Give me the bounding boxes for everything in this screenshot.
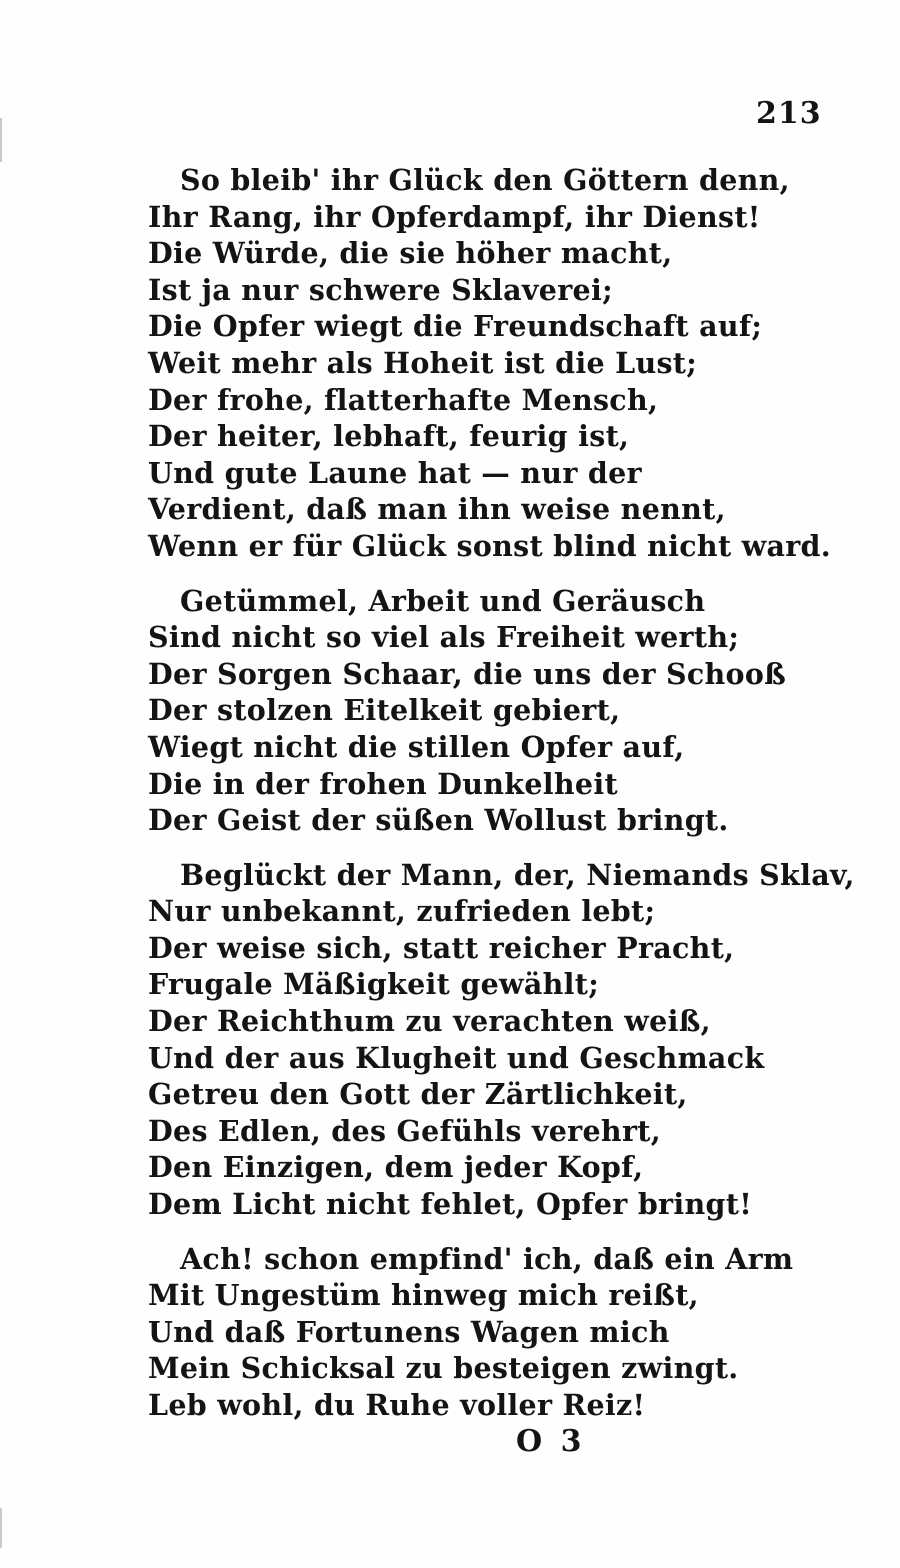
- page-edge-mark: [0, 118, 2, 162]
- poem-line: Leb wohl, du Ruhe voller Reiz!: [148, 1388, 646, 1422]
- poem-line: So bleib' ihr Glück den Göttern denn,: [180, 163, 790, 197]
- stanza: [148, 1241, 794, 1424]
- poem-line: Die in der frohen Dunkelheit: [148, 766, 618, 801]
- poem-line: Den Einzigen, dem jeder Kopf,: [148, 1150, 644, 1185]
- poem-line: Mein Schicksal zu besteigen zwingt.: [148, 1351, 739, 1386]
- poem-line: Ist ja nur schwere Sklaverei;: [148, 272, 613, 307]
- stanza: [148, 583, 788, 839]
- poem-line: Dem Licht nicht fehlet, Opfer bringt!: [148, 1187, 753, 1222]
- poem-text: [148, 162, 855, 1442]
- poem-line: Getreu den Gott der Zärtlichkeit,: [148, 1077, 688, 1112]
- poem-line: Wenn er für Glück sonst blind nicht ward.: [148, 528, 832, 563]
- page-number: 213: [756, 96, 822, 131]
- poem-line: Des Edlen, des Gefühls verehrt,: [148, 1113, 661, 1148]
- poem-line: Der Reichthum zu verachten weiß,: [148, 1004, 711, 1039]
- poem-line: Die Würde, die sie höher macht,: [148, 236, 673, 271]
- poem-line: Der stolzen Eitelkeit gebiert,: [148, 693, 621, 728]
- poem-line: Mit Ungestüm hinweg mich reißt,: [148, 1278, 699, 1313]
- poem-line: Sind nicht so viel als Freiheit werth;: [148, 620, 740, 655]
- stanza: [148, 857, 855, 1223]
- poem-line: Beglückt der Mann, der, Niemands Sklav,: [180, 857, 855, 892]
- poem-line: Die Opfer wiegt die Freundschaft auf;: [148, 309, 763, 344]
- poem-line: Der heiter, lebhaft, feurig ist,: [148, 419, 630, 454]
- poem-line: Getümmel, Arbeit und Geräusch: [180, 583, 706, 618]
- poem-line: Ihr Rang, ihr Opferdampf, ihr Dienst!: [148, 199, 761, 234]
- signature-mark: O 3: [516, 1424, 586, 1459]
- poem-line: Wiegt nicht die stillen Opfer auf,: [148, 729, 685, 764]
- poem-line: Der weise sich, statt reicher Pracht,: [148, 930, 735, 965]
- poem-line: Frugale Mäßigkeit gewählt;: [148, 967, 600, 1002]
- stanza: [148, 162, 832, 565]
- poem-line: Weit mehr als Hoheit ist die Lust;: [148, 345, 698, 380]
- poem-line: Und daß Fortunens Wagen mich: [148, 1314, 670, 1349]
- poem-line: Der Sorgen Schaar, die uns der Schooß: [148, 656, 787, 691]
- poem-line: Und der aus Klugheit und Geschmack: [148, 1040, 765, 1075]
- poem-line: Nur unbekannt, zufrieden lebt;: [148, 894, 656, 929]
- poem-line: Und gute Laune hat — nur der: [148, 455, 642, 490]
- poem-line: Ach! schon empfind' ich, daß ein Arm: [180, 1241, 794, 1276]
- poem-line: Der frohe, flatterhafte Mensch,: [148, 382, 659, 417]
- page-edge-mark: [0, 1508, 2, 1548]
- poem-line: Verdient, daß man ihn weise nennt,: [148, 492, 726, 527]
- poem-line: Der Geist der süßen Wollust bringt.: [148, 803, 729, 838]
